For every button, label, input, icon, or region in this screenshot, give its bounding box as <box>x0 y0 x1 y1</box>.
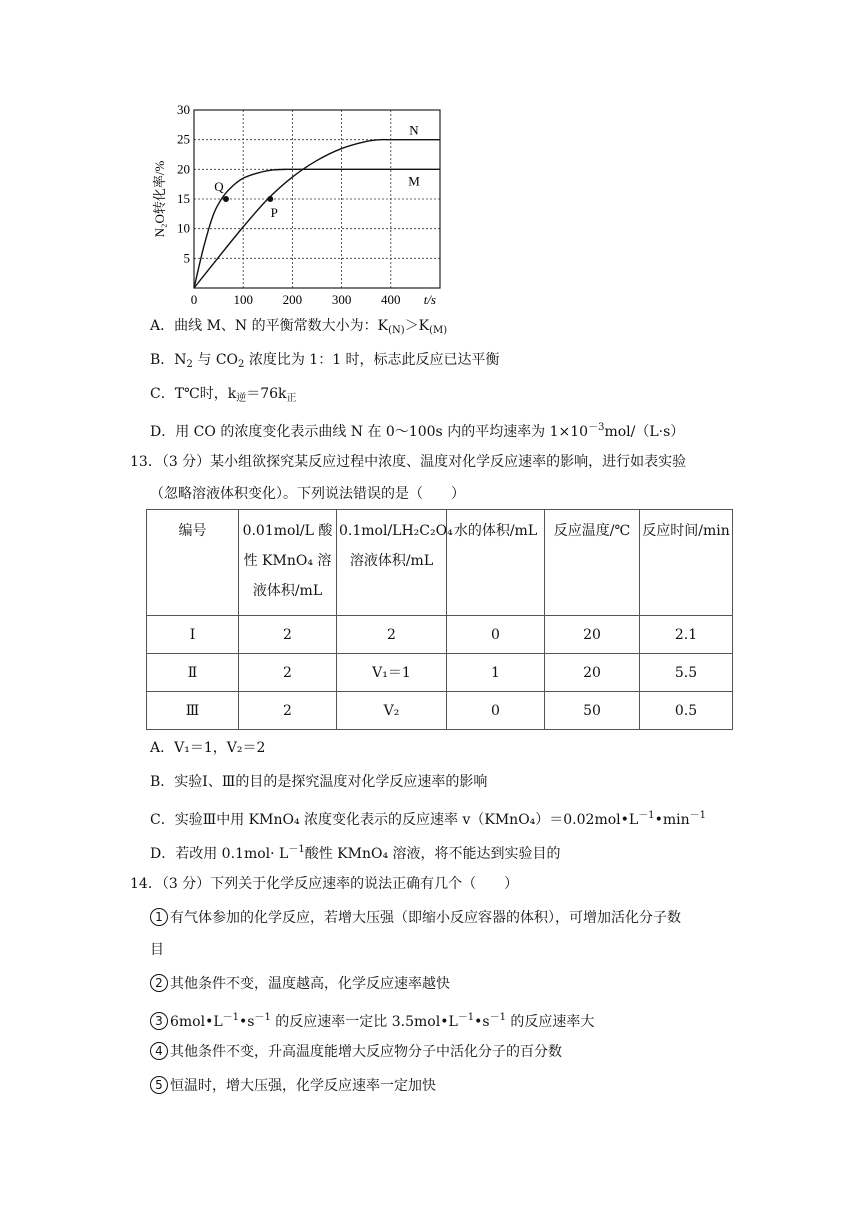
header-h2c2o4: 0.1mol/LH₂C₂O₄ 溶液体积/mL <box>337 510 447 616</box>
q12-option-d: D．用 CO 的浓度变化表示曲线 N 在 0～100s 内的平均速率为 $1\times 10^{-3}mol/(L\cdot s)$ <box>150 422 685 440</box>
point-marker-p <box>267 196 273 202</box>
y-tick-label: 20 <box>177 161 190 177</box>
q14-item-3: 3 $6mol•L^{-1}•s^{-1}$ 的反应速率一定比 $3.5mol•L^{-1}•s^{-1}$ 的反应速率大 <box>150 1008 594 1032</box>
header-water: 水的体积/mL <box>447 510 545 616</box>
x-axis-label: t/s <box>423 292 436 307</box>
header-time: 反应时间/min <box>640 510 733 616</box>
table-row: Ⅲ 2 V₂ 0 50 0.5 <box>147 692 733 730</box>
circled-number: 5 <box>150 1076 168 1094</box>
point-marker-q <box>223 196 229 202</box>
x-tick-label: 200 <box>282 292 303 307</box>
circled-number: 3 <box>150 1012 168 1030</box>
circled-number: 1 <box>150 908 168 926</box>
q14-item-1-cont: 目 <box>150 942 164 958</box>
conversion-rate-chart <box>148 98 448 338</box>
q12-option-c: C．T℃时，$k_逆=76k_正$ <box>150 386 297 404</box>
table-row: Ⅰ 2 2 0 20 2.1 <box>147 616 733 654</box>
q13-stem-line1: 13．（3 分）某小组欲探究某反应过程中浓度、温度对化学反应速率的影响，进行如表实验 <box>130 454 687 470</box>
experiment-table <box>146 509 733 730</box>
q14-item-4: 4 其他条件不变，升高温度能增大反应物分子中活化分子的百分数 <box>150 1042 562 1062</box>
y-tick-label: 25 <box>177 131 190 147</box>
q13-option-a: A．V₁＝1，V₂＝2 <box>150 740 266 756</box>
series-label-m: M <box>408 173 420 189</box>
circled-number: 4 <box>150 1042 168 1060</box>
series-line-n <box>194 140 440 288</box>
point-label-p: P <box>270 205 278 220</box>
y-axis-label: N₂O转化率/% <box>152 160 167 238</box>
series-label-n: N <box>409 122 419 138</box>
x-tick-label: 100 <box>233 292 253 307</box>
chart-svg <box>148 98 448 338</box>
q13-option-c: C．实验Ⅲ中用 KMnO₄ 浓度变化表示的反应速率 $v(KMnO_4)=0.02mol•L^{-1}•\min^{-1}$ <box>150 810 706 828</box>
circled-number: 2 <box>150 974 168 992</box>
q14-item-1: 1 有气体参加的化学反应，若增大压强（即缩小反应容器的体积），可增加活化分子数 <box>150 908 681 928</box>
q13-stem-line2: （忽略溶液体积变化）。下列说法错误的是（ ） <box>150 486 465 502</box>
y-tick-label: 5 <box>183 250 190 266</box>
q14-stem: 14．（3 分）下列关于化学反应速率的说法正确有几个（ ） <box>130 876 519 892</box>
y-tick-label: 15 <box>177 191 190 206</box>
table-row: Ⅱ 2 V₁＝1 1 20 5.5 <box>147 654 733 692</box>
header-kmno4: 0.01mol/L 酸 性 KMnO₄ 溶 液体积/mL <box>239 510 337 616</box>
header-temperature: 反应温度/℃ <box>545 510 640 616</box>
point-label-q: Q <box>214 179 224 194</box>
q13-option-d: D．若改用 $0.1mol\cdot L^{-1}$酸性 KMnO₄ 溶液，将不能达到实验目的 <box>150 844 561 862</box>
q14-item-5: 5 恒温时，增大压强，化学反应速率一定加快 <box>150 1076 436 1096</box>
x-tick-label: 300 <box>331 292 352 307</box>
table-header-row <box>147 510 733 616</box>
q14-item-2: 2 其他条件不变，温度越高，化学反应速率越快 <box>150 974 450 994</box>
header-id: 编号 <box>147 510 239 616</box>
x-tick-label: 0 <box>190 292 198 307</box>
q13-option-b: B．实验Ⅰ、Ⅲ的目的是探究温度对化学反应速率的影响 <box>150 774 488 790</box>
x-tick-label: 400 <box>381 292 401 307</box>
q12-option-b: B．$N_2$ 与 $CO_2$ 浓度比为 1：1 时，标志此反应已达平衡 <box>150 352 500 370</box>
q12-option-a: A．曲线 M、N 的平衡常数大小为：$K_{(N)}>K_{(M)}$ <box>150 318 448 336</box>
y-tick-label: 10 <box>177 220 190 236</box>
y-tick-label: 30 <box>177 102 190 117</box>
